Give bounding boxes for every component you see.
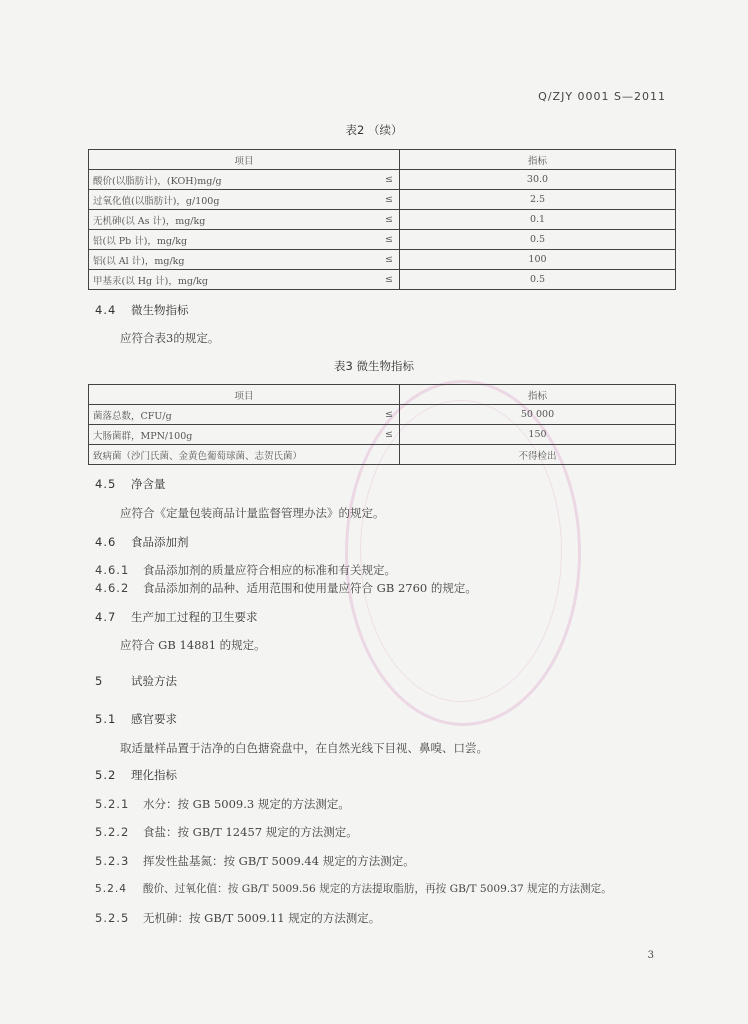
section-4-7-heading [95,609,258,625]
section-number: 5.2.1 [95,797,130,811]
section-5-2-heading [95,767,177,783]
section-4-7-text: 应符合 GB 14881 的规定。 [120,638,266,652]
cell-item: 甲基汞(以 Hg 计)，mg/kg [89,270,380,290]
table-row [89,230,676,250]
cell-operator [379,445,400,465]
table-row [89,270,676,290]
cell-operator: ≤ [379,170,400,190]
section-title: 生产加工过程的卫生要求 [131,610,258,624]
cell-operator: ≤ [379,425,400,445]
cell-item: 致病菌（沙门氏菌、金黄色葡萄球菌、志贺氏菌） [89,445,380,465]
cell-value: 不得检出 [400,445,676,465]
cell-item: 铝(以 Al 计)，mg/kg [89,250,380,270]
cell-item: 酸价(以脂肪计)，(KOH)mg/g [89,170,380,190]
cell-value: 100 [400,250,676,270]
table-row [89,425,676,445]
section-number: 4.5 [95,477,117,491]
table-row [89,190,676,210]
section-title: 食品添加剂 [131,535,189,549]
cell-operator: ≤ [379,270,400,290]
cell-operator: ≤ [379,190,400,210]
page-number: 3 [647,950,654,961]
section-5-1-heading [95,711,177,727]
section-text: 食品添加剂的品种、适用范围和使用量应符合 GB 2760 的规定。 [143,581,477,595]
section-4-6-heading [95,534,189,550]
section-title: 试验方法 [131,674,177,688]
section-number: 4.6.2 [95,581,130,595]
cell-value: 150 [400,425,676,445]
cell-value: 2.5 [400,190,676,210]
section-title: 净含量 [131,477,166,491]
col-header-value: 指标 [400,385,676,405]
col-header-value: 指标 [400,150,676,170]
table-header-row [89,385,676,405]
cell-item: 过氧化值(以脂肪计)，g/100g [89,190,380,210]
section-4-5-text: 应符合《定量包装商品计量监督管理办法》的规定。 [120,506,385,520]
section-title: 微生物指标 [131,303,189,317]
section-number: 5.2.2 [95,825,130,839]
table-header-row [89,150,676,170]
section-5-2-5 [95,910,380,926]
col-header-item: 项目 [89,385,400,405]
section-5-2-4 [95,881,612,896]
section-number: 4.6 [95,535,117,549]
section-4-6-1 [95,562,396,578]
section-number: 4.6.1 [95,563,130,577]
table-row [89,405,676,425]
cell-value: 50 000 [400,405,676,425]
section-text: 酸价、过氧化值：按 GB/T 5009.56 规定的方法提取脂肪，再按 GB/T 5009.37 规定的方法测定。 [143,883,612,895]
section-number: 5.2.3 [95,854,130,868]
cell-operator: ≤ [379,405,400,425]
section-text: 食品添加剂的质量应符合相应的标准和有关规定。 [143,563,396,577]
cell-item: 大肠菌群，MPN/100g [89,425,380,445]
section-4-4-text: 应符合表3的规定。 [120,331,220,345]
section-text: 水分：按 GB 5009.3 规定的方法测定。 [143,797,350,811]
section-text: 食盐：按 GB/T 12457 规定的方法测定。 [143,825,358,839]
section-title: 理化指标 [131,768,177,782]
table3 [88,384,676,465]
table2 [88,149,676,290]
section-title: 感官要求 [131,712,177,726]
cell-item: 菌落总数，CFU/g [89,405,380,425]
section-number: 5.2.4 [95,883,127,895]
section-4-4-heading [95,302,189,318]
section-5-2-1 [95,796,350,812]
section-number: 5 [95,674,104,688]
table-row [89,445,676,465]
cell-operator: ≤ [379,250,400,270]
section-text: 无机砷：按 GB/T 5009.11 规定的方法测定。 [143,911,381,925]
table2-caption: 表2 （续） [345,123,403,137]
cell-operator: ≤ [379,210,400,230]
doc-code: Q/ZJY 0001 S—2011 [538,90,666,103]
cell-value: 0.1 [400,210,676,230]
section-4-5-heading [95,476,166,492]
section-number: 4.7 [95,610,117,624]
cell-item: 铅(以 Pb 计)，mg/kg [89,230,380,250]
section-4-6-2 [95,580,477,596]
section-5-2-3 [95,853,415,869]
cell-value: 0.5 [400,270,676,290]
table-row [89,210,676,230]
table3-caption: 表3 微生物指标 [334,359,414,373]
col-header-item: 项目 [89,150,400,170]
section-number: 5.2 [95,768,117,782]
section-number: 4.4 [95,303,117,317]
cell-value: 0.5 [400,230,676,250]
cell-value: 30.0 [400,170,676,190]
section-text: 挥发性盐基氮：按 GB/T 5009.44 规定的方法测定。 [143,854,415,868]
cell-item: 无机砷(以 As 计)，mg/kg [89,210,380,230]
table-row [89,170,676,190]
section-number: 5.1 [95,712,117,726]
section-5-2-2 [95,824,358,840]
section-5-1-text: 取适量样品置于洁净的白色搪瓷盘中，在自然光线下目视、鼻嗅、口尝。 [120,741,488,755]
section-5-heading [95,673,177,689]
table-row [89,250,676,270]
section-number: 5.2.5 [95,911,130,925]
cell-operator: ≤ [379,230,400,250]
